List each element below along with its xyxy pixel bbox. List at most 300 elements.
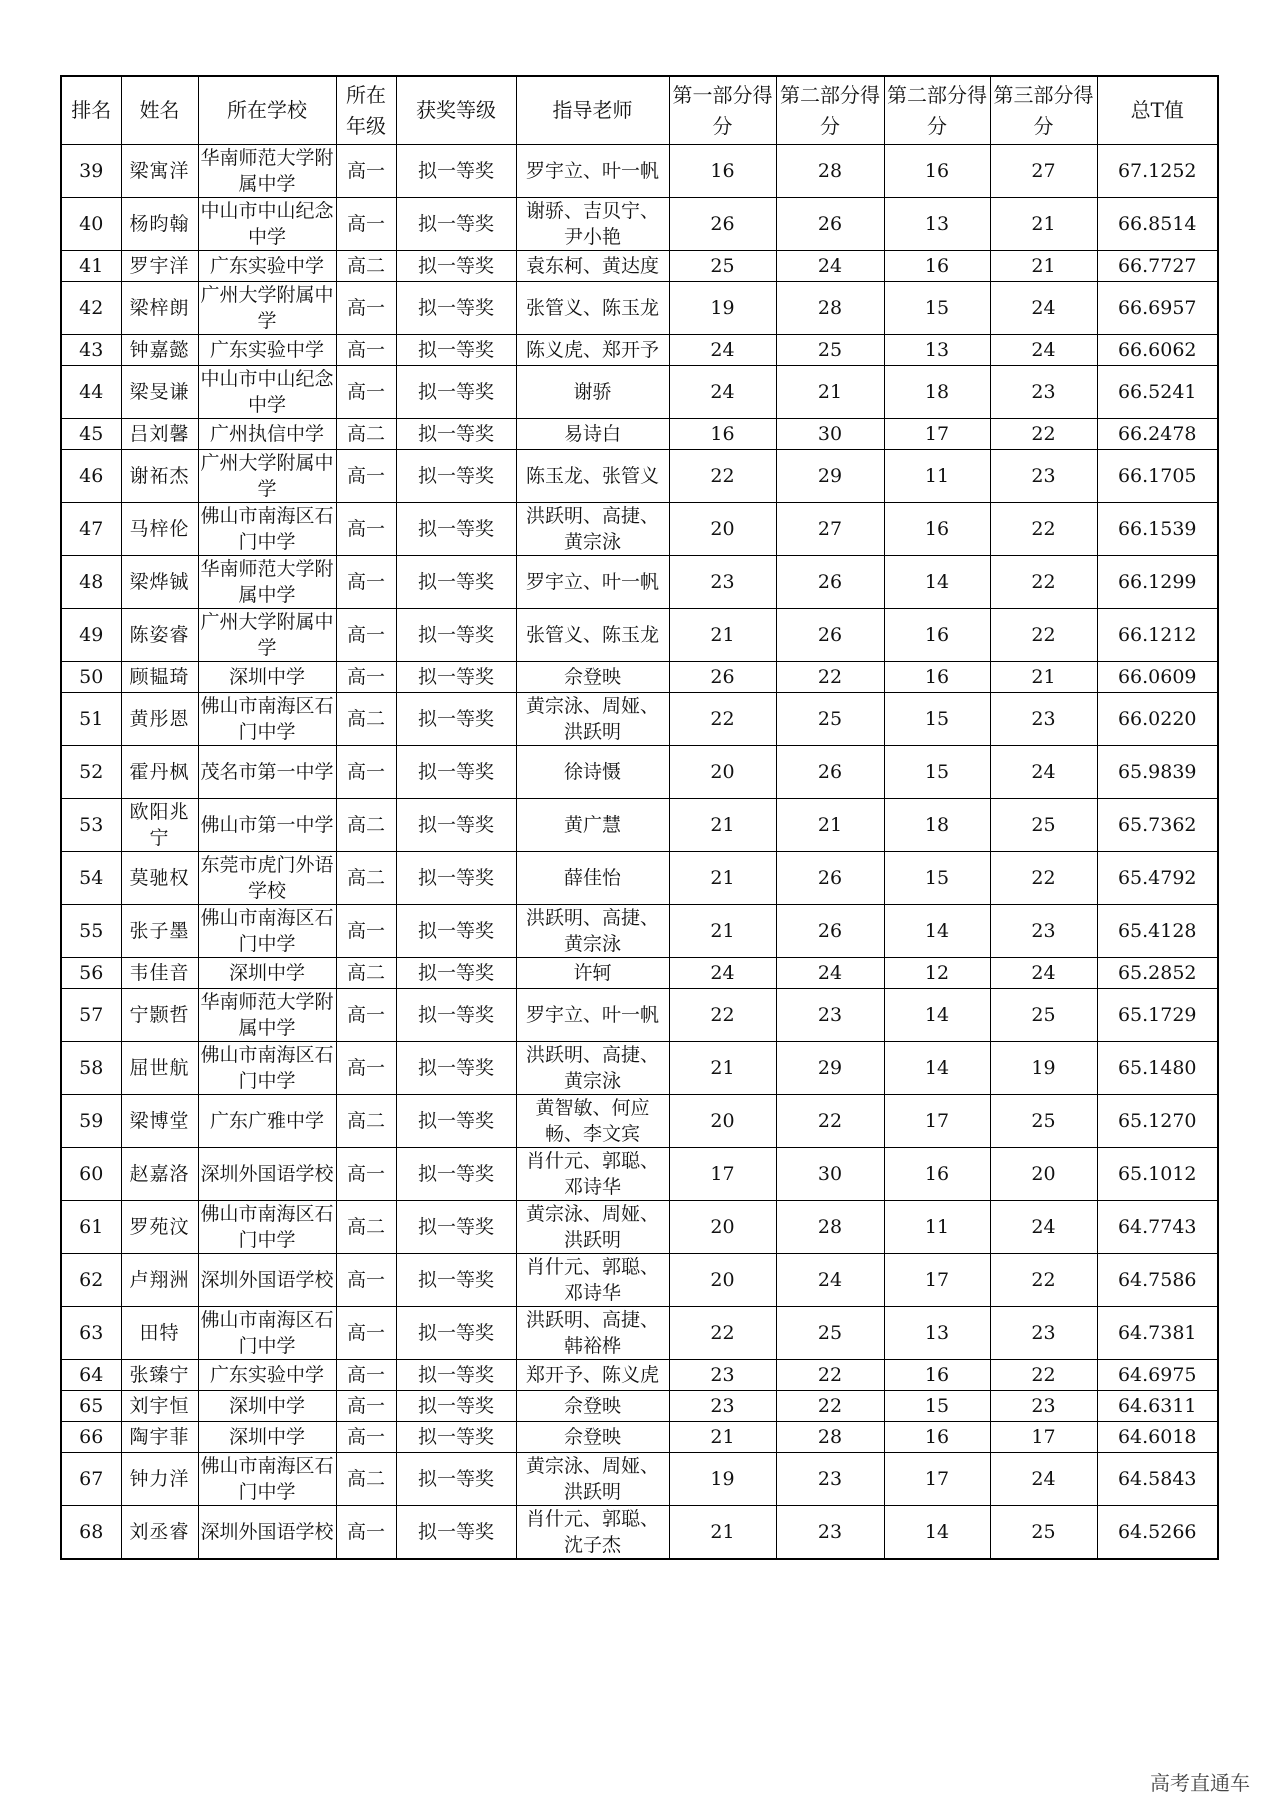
part2-score-cell: 27 [776, 503, 884, 556]
part2-score-cell: 26 [776, 556, 884, 609]
part2b-score-cell: 15 [884, 1391, 990, 1422]
part3-score-cell: 19 [990, 1042, 1097, 1095]
teachers-cell: 易诗白 [516, 419, 669, 450]
school-cell: 深圳外国语学校 [198, 1148, 336, 1201]
total-t-cell: 66.1299 [1097, 556, 1218, 609]
table-row [61, 366, 1218, 419]
table-row [61, 989, 1218, 1042]
part3-score-cell: 25 [990, 799, 1097, 852]
table-row [61, 335, 1218, 366]
table-body [61, 145, 1218, 1560]
teachers-cell: 薛佳怡 [516, 852, 669, 905]
school-cell: 佛山市南海区石门中学 [198, 1042, 336, 1095]
part1-score-cell: 21 [669, 609, 776, 662]
table-row [61, 1360, 1218, 1391]
total-t-cell: 67.1252 [1097, 145, 1218, 198]
part1-score-cell: 21 [669, 905, 776, 958]
part2b-score-cell: 16 [884, 251, 990, 282]
part1-score-cell: 16 [669, 419, 776, 450]
part2b-score-cell: 16 [884, 1422, 990, 1453]
part1-score-cell: 24 [669, 335, 776, 366]
name-cell: 罗宇洋 [121, 251, 198, 282]
grade-cell: 高二 [336, 958, 396, 989]
part3-score-cell: 22 [990, 1360, 1097, 1391]
part2-score-cell: 24 [776, 1254, 884, 1307]
table-row [61, 282, 1218, 335]
rank-cell: 61 [61, 1201, 121, 1254]
award-cell: 拟一等奖 [396, 1360, 516, 1391]
table-row [61, 1254, 1218, 1307]
grade-cell: 高一 [336, 609, 396, 662]
part2b-score-cell: 11 [884, 1201, 990, 1254]
grade-cell: 高一 [336, 662, 396, 693]
total-t-cell: 65.2852 [1097, 958, 1218, 989]
part1-score-cell: 26 [669, 198, 776, 251]
rank-cell: 40 [61, 198, 121, 251]
col-rank-header: 排名 [61, 76, 121, 145]
school-cell: 广州大学附属中学 [198, 609, 336, 662]
name-cell: 张臻宁 [121, 1360, 198, 1391]
school-cell: 佛山市南海区石门中学 [198, 1453, 336, 1506]
name-cell: 屈世航 [121, 1042, 198, 1095]
school-cell: 广州大学附属中学 [198, 450, 336, 503]
school-cell: 佛山市南海区石门中学 [198, 1307, 336, 1360]
school-cell: 广州执信中学 [198, 419, 336, 450]
part2b-score-cell: 16 [884, 1360, 990, 1391]
teachers-cell: 洪跃明、高捷、黄宗泳 [516, 905, 669, 958]
name-cell: 刘宇恒 [121, 1391, 198, 1422]
col-part3-header: 第三部分得分 [990, 76, 1097, 145]
rank-cell: 45 [61, 419, 121, 450]
rank-cell: 56 [61, 958, 121, 989]
part1-score-cell: 20 [669, 503, 776, 556]
rank-cell: 60 [61, 1148, 121, 1201]
school-cell: 深圳外国语学校 [198, 1506, 336, 1560]
part3-score-cell: 22 [990, 1254, 1097, 1307]
total-t-cell: 66.2478 [1097, 419, 1218, 450]
part1-score-cell: 20 [669, 1095, 776, 1148]
table-row [61, 799, 1218, 852]
grade-cell: 高一 [336, 335, 396, 366]
total-t-cell: 65.1729 [1097, 989, 1218, 1042]
col-part2b-header: 第二部分得分 [884, 76, 990, 145]
school-cell: 广东实验中学 [198, 251, 336, 282]
award-cell: 拟一等奖 [396, 366, 516, 419]
part2b-score-cell: 13 [884, 198, 990, 251]
part3-score-cell: 23 [990, 693, 1097, 746]
part2-score-cell: 23 [776, 1453, 884, 1506]
part2b-score-cell: 14 [884, 1506, 990, 1560]
part2-score-cell: 28 [776, 1201, 884, 1254]
teachers-cell: 黄广慧 [516, 799, 669, 852]
part1-score-cell: 21 [669, 1042, 776, 1095]
rank-cell: 54 [61, 852, 121, 905]
part3-score-cell: 20 [990, 1148, 1097, 1201]
part2-score-cell: 28 [776, 145, 884, 198]
award-cell: 拟一等奖 [396, 145, 516, 198]
teachers-cell: 谢骄 [516, 366, 669, 419]
rank-cell: 63 [61, 1307, 121, 1360]
school-cell: 佛山市南海区石门中学 [198, 503, 336, 556]
grade-cell: 高二 [336, 799, 396, 852]
grade-cell: 高一 [336, 1391, 396, 1422]
part1-score-cell: 19 [669, 1453, 776, 1506]
part1-score-cell: 19 [669, 282, 776, 335]
rank-cell: 42 [61, 282, 121, 335]
part1-score-cell: 20 [669, 1201, 776, 1254]
school-cell: 佛山市南海区石门中学 [198, 1201, 336, 1254]
name-cell: 赵嘉洛 [121, 1148, 198, 1201]
part2b-score-cell: 17 [884, 1254, 990, 1307]
part1-score-cell: 22 [669, 450, 776, 503]
part2b-score-cell: 16 [884, 1148, 990, 1201]
part3-score-cell: 22 [990, 609, 1097, 662]
grade-cell: 高一 [336, 198, 396, 251]
name-cell: 陈姿睿 [121, 609, 198, 662]
part3-score-cell: 17 [990, 1422, 1097, 1453]
part3-score-cell: 21 [990, 198, 1097, 251]
part2-score-cell: 26 [776, 609, 884, 662]
part2b-score-cell: 15 [884, 852, 990, 905]
teachers-cell: 洪跃明、高捷、韩裕桦 [516, 1307, 669, 1360]
table-row [61, 145, 1218, 198]
table-row [61, 905, 1218, 958]
part2-score-cell: 22 [776, 1095, 884, 1148]
part3-score-cell: 25 [990, 1095, 1097, 1148]
name-cell: 杨昀翰 [121, 198, 198, 251]
table-row [61, 662, 1218, 693]
part3-score-cell: 22 [990, 503, 1097, 556]
part2-score-cell: 21 [776, 799, 884, 852]
name-cell: 陶宇菲 [121, 1422, 198, 1453]
part1-score-cell: 21 [669, 1422, 776, 1453]
rank-cell: 51 [61, 693, 121, 746]
total-t-cell: 65.1012 [1097, 1148, 1218, 1201]
rank-cell: 59 [61, 1095, 121, 1148]
part2b-score-cell: 16 [884, 662, 990, 693]
table-row [61, 556, 1218, 609]
grade-cell: 高二 [336, 693, 396, 746]
col-part2-header: 第二部分得分 [776, 76, 884, 145]
part2b-score-cell: 15 [884, 282, 990, 335]
rank-cell: 47 [61, 503, 121, 556]
rank-cell: 64 [61, 1360, 121, 1391]
award-cell: 拟一等奖 [396, 1506, 516, 1560]
name-cell: 马梓伦 [121, 503, 198, 556]
award-cell: 拟一等奖 [396, 251, 516, 282]
name-cell: 梁旻谦 [121, 366, 198, 419]
col-part1-header: 第一部分得分 [669, 76, 776, 145]
table-row [61, 1095, 1218, 1148]
table-row [61, 198, 1218, 251]
grade-cell: 高一 [336, 1360, 396, 1391]
total-t-cell: 64.7381 [1097, 1307, 1218, 1360]
school-cell: 广东实验中学 [198, 1360, 336, 1391]
name-cell: 谢祏杰 [121, 450, 198, 503]
table-row [61, 450, 1218, 503]
part3-score-cell: 21 [990, 251, 1097, 282]
col-teachers-header: 指导老师 [516, 76, 669, 145]
grade-cell: 高一 [336, 282, 396, 335]
part2-score-cell: 28 [776, 1422, 884, 1453]
part3-score-cell: 23 [990, 905, 1097, 958]
name-cell: 刘丞睿 [121, 1506, 198, 1560]
grade-cell: 高一 [336, 1422, 396, 1453]
rank-cell: 49 [61, 609, 121, 662]
total-t-cell: 64.5266 [1097, 1506, 1218, 1560]
school-cell: 佛山市南海区石门中学 [198, 905, 336, 958]
table-row [61, 1453, 1218, 1506]
grade-cell: 高一 [336, 989, 396, 1042]
name-cell: 罗苑汶 [121, 1201, 198, 1254]
name-cell: 韦佳音 [121, 958, 198, 989]
total-t-cell: 65.9839 [1097, 746, 1218, 799]
part2-score-cell: 30 [776, 1148, 884, 1201]
grade-cell: 高一 [336, 1254, 396, 1307]
grade-cell: 高二 [336, 852, 396, 905]
award-cell: 拟一等奖 [396, 282, 516, 335]
part2b-score-cell: 14 [884, 1042, 990, 1095]
table-row [61, 609, 1218, 662]
table-row [61, 1148, 1218, 1201]
part2-score-cell: 25 [776, 693, 884, 746]
grade-cell: 高一 [336, 905, 396, 958]
col-name-header: 姓名 [121, 76, 198, 145]
grade-cell: 高二 [336, 1201, 396, 1254]
rank-cell: 41 [61, 251, 121, 282]
name-cell: 卢翔洲 [121, 1254, 198, 1307]
teachers-cell: 罗宇立、叶一帆 [516, 989, 669, 1042]
teachers-cell: 肖什元、郭聪、邓诗华 [516, 1254, 669, 1307]
table-row [61, 852, 1218, 905]
part1-score-cell: 23 [669, 1391, 776, 1422]
grade-cell: 高二 [336, 251, 396, 282]
rank-cell: 55 [61, 905, 121, 958]
total-t-cell: 64.6311 [1097, 1391, 1218, 1422]
teachers-cell: 黄智敏、何应畅、李文宾 [516, 1095, 669, 1148]
part2b-score-cell: 15 [884, 693, 990, 746]
table-row [61, 419, 1218, 450]
rank-cell: 57 [61, 989, 121, 1042]
rank-cell: 39 [61, 145, 121, 198]
part3-score-cell: 23 [990, 1391, 1097, 1422]
total-t-cell: 66.1539 [1097, 503, 1218, 556]
grade-cell: 高一 [336, 1042, 396, 1095]
part2-score-cell: 24 [776, 958, 884, 989]
award-cell: 拟一等奖 [396, 335, 516, 366]
teachers-cell: 罗宇立、叶一帆 [516, 145, 669, 198]
table-row [61, 1422, 1218, 1453]
award-cell: 拟一等奖 [396, 1422, 516, 1453]
part2-score-cell: 26 [776, 852, 884, 905]
name-cell: 田特 [121, 1307, 198, 1360]
award-cell: 拟一等奖 [396, 1201, 516, 1254]
table-row [61, 1042, 1218, 1095]
teachers-cell: 袁东柯、黄达度 [516, 251, 669, 282]
table-row [61, 746, 1218, 799]
teachers-cell: 佘登映 [516, 1391, 669, 1422]
award-cell: 拟一等奖 [396, 503, 516, 556]
part2-score-cell: 23 [776, 1506, 884, 1560]
total-t-cell: 64.6018 [1097, 1422, 1218, 1453]
part3-score-cell: 22 [990, 556, 1097, 609]
teachers-cell: 陈义虎、郑开予 [516, 335, 669, 366]
name-cell: 霍丹枫 [121, 746, 198, 799]
teachers-cell: 张管义、陈玉龙 [516, 282, 669, 335]
total-t-cell: 66.5241 [1097, 366, 1218, 419]
teachers-cell: 黄宗泳、周娅、洪跃明 [516, 1201, 669, 1254]
award-cell: 拟一等奖 [396, 1307, 516, 1360]
award-cell: 拟一等奖 [396, 450, 516, 503]
rank-cell: 67 [61, 1453, 121, 1506]
teachers-cell: 张管义、陈玉龙 [516, 609, 669, 662]
rank-cell: 68 [61, 1506, 121, 1560]
rank-cell: 62 [61, 1254, 121, 1307]
part3-score-cell: 21 [990, 662, 1097, 693]
name-cell: 梁烨铖 [121, 556, 198, 609]
rank-cell: 65 [61, 1391, 121, 1422]
school-cell: 华南师范大学附属中学 [198, 145, 336, 198]
part1-score-cell: 26 [669, 662, 776, 693]
part2-score-cell: 26 [776, 905, 884, 958]
rank-cell: 50 [61, 662, 121, 693]
total-t-cell: 64.5843 [1097, 1453, 1218, 1506]
total-t-cell: 64.7586 [1097, 1254, 1218, 1307]
part2b-score-cell: 13 [884, 1307, 990, 1360]
total-t-cell: 66.8514 [1097, 198, 1218, 251]
name-cell: 顾韫琦 [121, 662, 198, 693]
teachers-cell: 陈玉龙、张管义 [516, 450, 669, 503]
header-row [61, 76, 1218, 145]
part1-score-cell: 23 [669, 556, 776, 609]
grade-cell: 高一 [336, 450, 396, 503]
teachers-cell: 黄宗泳、周娅、洪跃明 [516, 693, 669, 746]
part2b-score-cell: 16 [884, 609, 990, 662]
total-t-cell: 66.0220 [1097, 693, 1218, 746]
award-cell: 拟一等奖 [396, 198, 516, 251]
watermark-text: 高考直通车 [1150, 1771, 1250, 1795]
school-cell: 华南师范大学附属中学 [198, 556, 336, 609]
results-table [60, 75, 1219, 1560]
total-t-cell: 66.0609 [1097, 662, 1218, 693]
part2-score-cell: 30 [776, 419, 884, 450]
table-row [61, 693, 1218, 746]
grade-cell: 高一 [336, 1148, 396, 1201]
rank-cell: 43 [61, 335, 121, 366]
rank-cell: 48 [61, 556, 121, 609]
part3-score-cell: 24 [990, 335, 1097, 366]
table-row [61, 1201, 1218, 1254]
school-cell: 深圳中学 [198, 662, 336, 693]
school-cell: 深圳中学 [198, 958, 336, 989]
name-cell: 宁颢哲 [121, 989, 198, 1042]
total-t-cell: 64.7743 [1097, 1201, 1218, 1254]
total-t-cell: 66.6957 [1097, 282, 1218, 335]
name-cell: 梁博堂 [121, 1095, 198, 1148]
col-total-t-header: 总T值 [1097, 76, 1218, 145]
part1-score-cell: 22 [669, 693, 776, 746]
total-t-cell: 65.1270 [1097, 1095, 1218, 1148]
teachers-cell: 黄宗泳、周娅、洪跃明 [516, 1453, 669, 1506]
name-cell: 莫驰权 [121, 852, 198, 905]
name-cell: 吕刘馨 [121, 419, 198, 450]
grade-cell: 高一 [336, 1506, 396, 1560]
total-t-cell: 64.6975 [1097, 1360, 1218, 1391]
school-cell: 中山市中山纪念中学 [198, 366, 336, 419]
table-row [61, 958, 1218, 989]
part3-score-cell: 24 [990, 1201, 1097, 1254]
award-cell: 拟一等奖 [396, 1391, 516, 1422]
part1-score-cell: 21 [669, 852, 776, 905]
grade-cell: 高一 [336, 556, 396, 609]
award-cell: 拟一等奖 [396, 1095, 516, 1148]
part2-score-cell: 26 [776, 746, 884, 799]
school-cell: 佛山市第一中学 [198, 799, 336, 852]
part2b-score-cell: 11 [884, 450, 990, 503]
part1-score-cell: 22 [669, 989, 776, 1042]
rank-cell: 52 [61, 746, 121, 799]
award-cell: 拟一等奖 [396, 1453, 516, 1506]
school-cell: 广东广雅中学 [198, 1095, 336, 1148]
part1-score-cell: 21 [669, 799, 776, 852]
award-cell: 拟一等奖 [396, 905, 516, 958]
part2b-score-cell: 14 [884, 989, 990, 1042]
name-cell: 黄彤恩 [121, 693, 198, 746]
part2b-score-cell: 12 [884, 958, 990, 989]
school-cell: 深圳中学 [198, 1391, 336, 1422]
rank-cell: 44 [61, 366, 121, 419]
grade-cell: 高一 [336, 746, 396, 799]
name-cell: 梁梓朗 [121, 282, 198, 335]
part2-score-cell: 26 [776, 198, 884, 251]
part2-score-cell: 22 [776, 1360, 884, 1391]
name-cell: 张子墨 [121, 905, 198, 958]
part3-score-cell: 23 [990, 450, 1097, 503]
school-cell: 华南师范大学附属中学 [198, 989, 336, 1042]
part2-score-cell: 21 [776, 366, 884, 419]
part2b-score-cell: 14 [884, 556, 990, 609]
part2b-score-cell: 15 [884, 746, 990, 799]
name-cell: 梁寓洋 [121, 145, 198, 198]
part3-score-cell: 23 [990, 1307, 1097, 1360]
table-row [61, 1307, 1218, 1360]
part3-score-cell: 24 [990, 746, 1097, 799]
part1-score-cell: 16 [669, 145, 776, 198]
school-cell: 广州大学附属中学 [198, 282, 336, 335]
award-cell: 拟一等奖 [396, 799, 516, 852]
name-cell: 钟力洋 [121, 1453, 198, 1506]
teachers-cell: 谢骄、吉贝宁、尹小艳 [516, 198, 669, 251]
grade-cell: 高二 [336, 1453, 396, 1506]
total-t-cell: 65.4792 [1097, 852, 1218, 905]
name-cell: 钟嘉懿 [121, 335, 198, 366]
award-cell: 拟一等奖 [396, 609, 516, 662]
teachers-cell: 许轲 [516, 958, 669, 989]
part2-score-cell: 23 [776, 989, 884, 1042]
award-cell: 拟一等奖 [396, 1254, 516, 1307]
part1-score-cell: 17 [669, 1148, 776, 1201]
part2b-score-cell: 17 [884, 1453, 990, 1506]
rank-cell: 58 [61, 1042, 121, 1095]
part1-score-cell: 24 [669, 366, 776, 419]
rank-cell: 66 [61, 1422, 121, 1453]
rank-cell: 46 [61, 450, 121, 503]
grade-cell: 高一 [336, 1307, 396, 1360]
teachers-cell: 罗宇立、叶一帆 [516, 556, 669, 609]
part2-score-cell: 22 [776, 662, 884, 693]
total-t-cell: 65.1480 [1097, 1042, 1218, 1095]
table-row [61, 1391, 1218, 1422]
